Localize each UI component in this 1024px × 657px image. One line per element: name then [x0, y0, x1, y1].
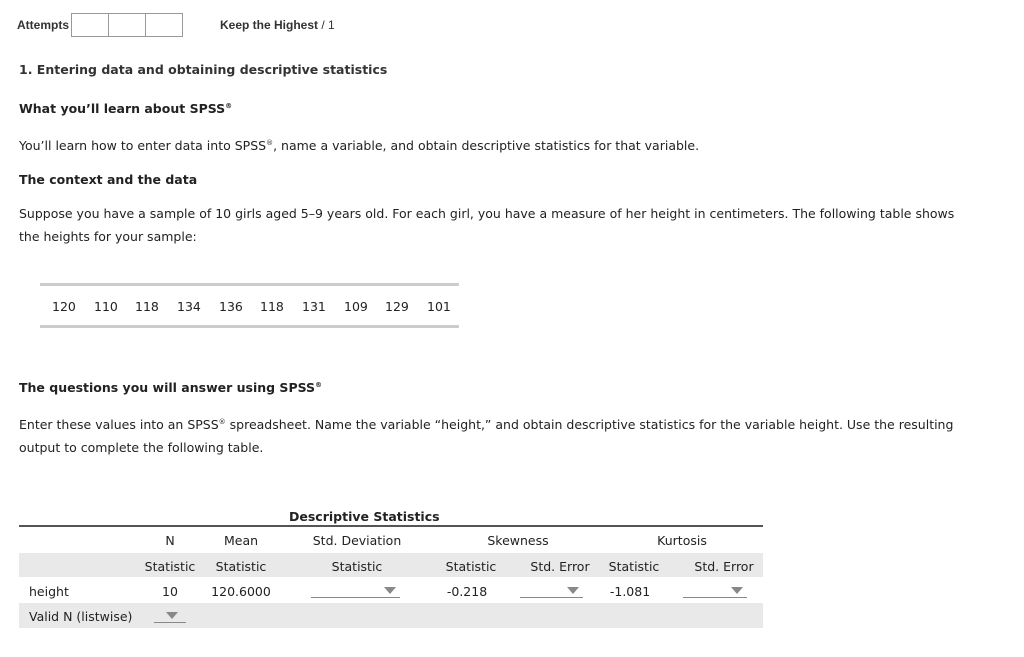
table-title: Descriptive Statistics: [289, 509, 440, 524]
learn-text-before: You’ll learn how to enter data into SPSS: [19, 138, 267, 154]
subheader-std-error: Std. Error: [694, 559, 754, 574]
height-value: 118: [260, 299, 284, 314]
height-n-value: 10: [162, 584, 178, 599]
context-heading: The context and the data: [19, 172, 198, 187]
height-value: 136: [219, 299, 243, 314]
context-paragraph: [19, 202, 1009, 248]
skewness-std-error-dropdown[interactable]: [520, 586, 583, 598]
height-value: 131: [302, 299, 326, 314]
registered-mark: ®: [218, 418, 226, 426]
height-value: 101: [427, 299, 451, 314]
height-value: 129: [385, 299, 409, 314]
registered-mark: ®: [266, 139, 274, 147]
attempts-label: Attempts: [17, 18, 70, 32]
height-skewness-value: -0.218: [446, 584, 488, 599]
instr-line-2: output to complete the following table.: [19, 440, 264, 456]
height-value: 120: [52, 299, 76, 314]
height-value: 134: [177, 299, 201, 314]
chevron-down-icon: [567, 587, 579, 594]
registered-mark: ®: [315, 380, 323, 389]
attempt-boxes: [71, 13, 182, 37]
subheader-statistic: Statistic: [144, 559, 196, 574]
std-deviation-dropdown[interactable]: [311, 586, 400, 598]
keep-the-highest: [220, 18, 335, 32]
attempt-box: [145, 13, 183, 37]
col-header-mean: Mean: [223, 533, 259, 548]
learn-text-after: , name a variable, and obtain descriptive statistics for that variable.: [273, 138, 700, 154]
height-mean-value: 120.6000: [211, 584, 271, 599]
height-value: 118: [135, 299, 159, 314]
registered-mark: ®: [225, 101, 233, 110]
chevron-down-icon: [731, 587, 743, 594]
height-kurtosis-value: -1.081: [609, 584, 651, 599]
height-value: 110: [94, 299, 118, 314]
instr-before: Enter these values into an SPSS: [19, 417, 219, 433]
questions-heading: [19, 380, 322, 395]
learn-text: [19, 132, 699, 157]
col-header-std-deviation: Std. Deviation: [312, 533, 402, 548]
learn-heading-text: What you’ll learn about SPSS: [19, 101, 226, 116]
question-title: 1. Entering data and obtaining descriptive statistics: [19, 62, 388, 77]
col-header-kurtosis: Kurtosis: [657, 533, 707, 548]
row-label-height: height: [29, 584, 69, 599]
learn-heading: [19, 101, 232, 116]
col-header-n: N: [165, 533, 175, 548]
valid-n-dropdown[interactable]: [154, 611, 186, 623]
instr-after: spreadsheet. Name the variable “height,” and obtain descriptive statistics for the variable height. Use the resulting: [225, 417, 954, 433]
instructions-paragraph: [19, 411, 1009, 459]
subheader-std-error: Std. Error: [530, 559, 590, 574]
questions-heading-text: The questions you will answer using SPSS: [19, 380, 316, 395]
subheader-statistic: Statistic: [331, 559, 383, 574]
table-top-rule: [19, 525, 763, 527]
subheader-statistic: Statistic: [215, 559, 267, 574]
heights-data-table: [40, 283, 459, 328]
subheader-statistic: Statistic: [445, 559, 497, 574]
keep-value: / 1: [321, 18, 335, 32]
chevron-down-icon: [166, 612, 178, 619]
context-line-2: the heights for your sample:: [19, 229, 197, 244]
subheader-statistic: Statistic: [608, 559, 660, 574]
keep-label: Keep the Highest: [220, 18, 319, 32]
row-label-valid-n: Valid N (listwise): [29, 609, 133, 624]
kurtosis-std-error-dropdown[interactable]: [683, 586, 747, 598]
col-header-skewness: Skewness: [487, 533, 549, 548]
context-line-1: Suppose you have a sample of 10 girls aged 5–9 years old. For each girl, you have a measure of her height in centimeters. The following table shows: [19, 206, 955, 221]
height-value: 109: [344, 299, 368, 314]
attempt-box: [71, 13, 109, 37]
attempt-box: [108, 13, 146, 37]
chevron-down-icon: [384, 587, 396, 594]
